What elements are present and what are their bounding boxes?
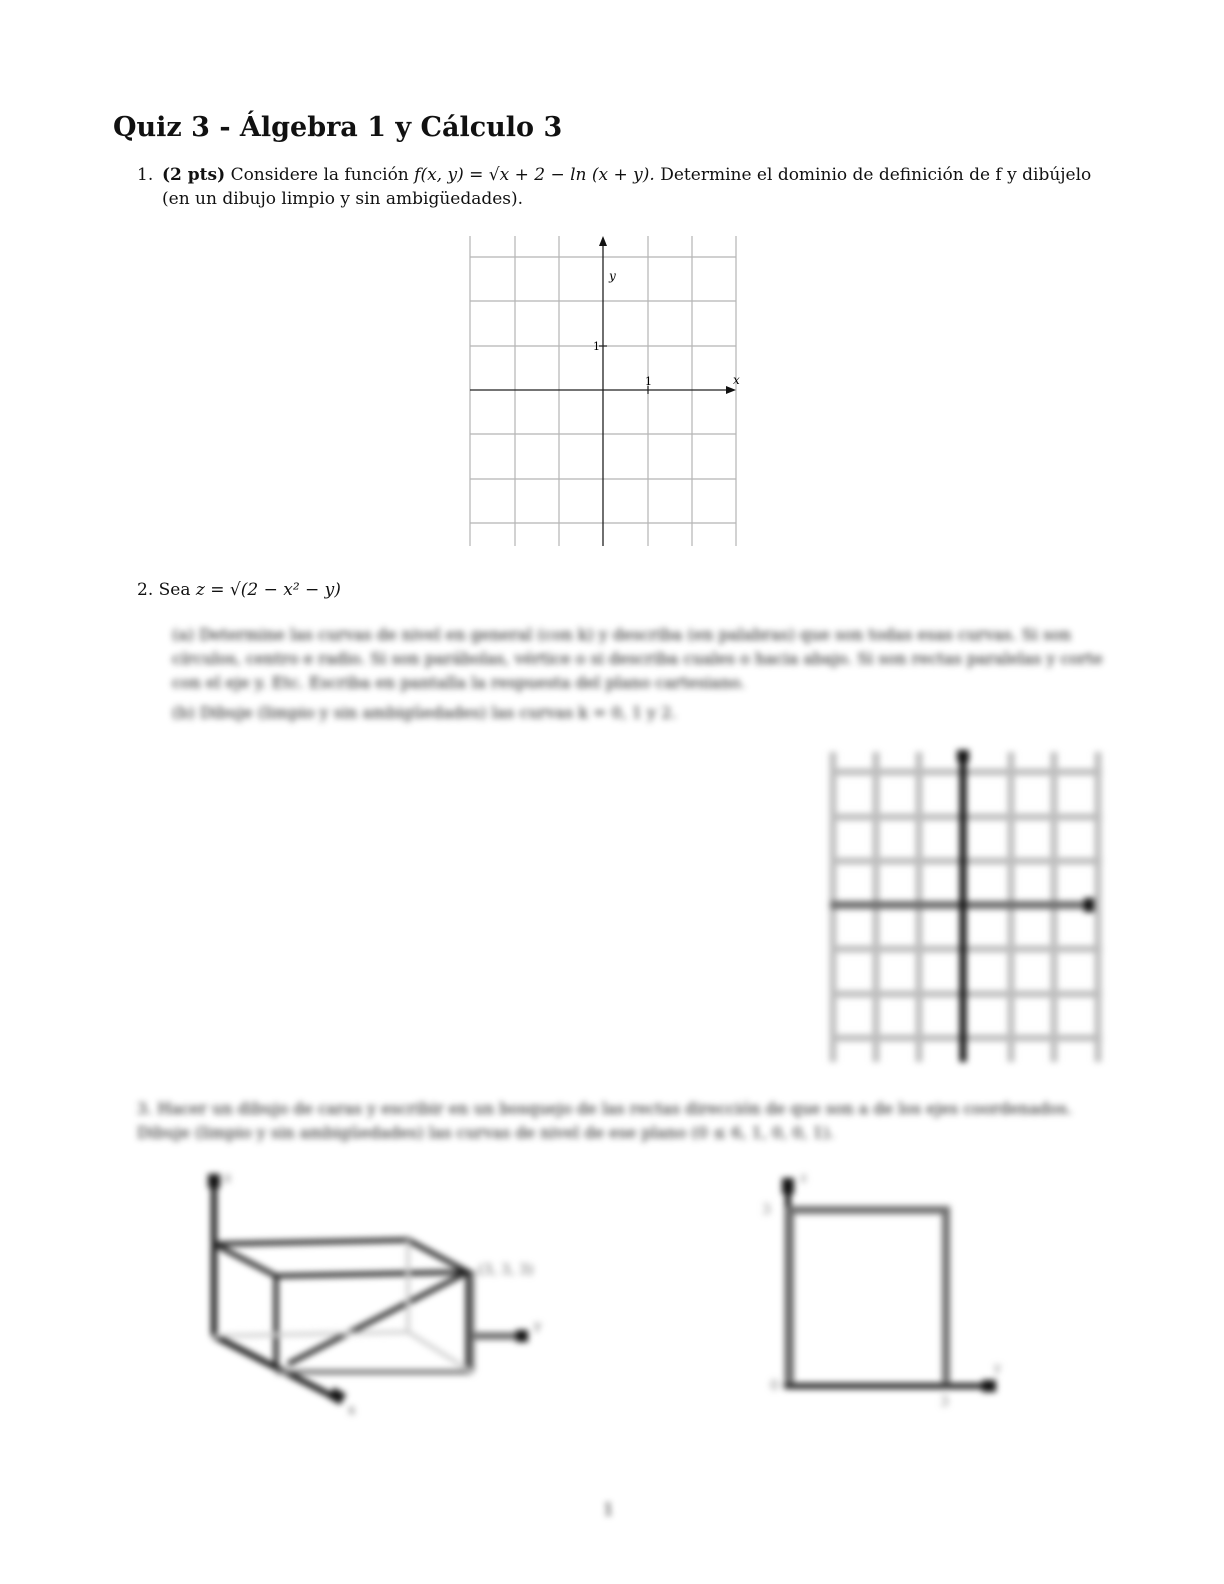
graph-2 (826, 748, 1106, 1066)
graph-1-y-arrow (599, 236, 607, 246)
box-3d-axis-x: x (348, 1403, 356, 1418)
page-number: 1 (603, 1500, 614, 1520)
question-1-intro: Considere la función (230, 165, 409, 185)
question-2b: (b) Dibuje (limpio y sin ambigüedades) las curvas k = 0, 1 y 2. (172, 703, 677, 722)
box-3d-point-label: (3, 3, 3) (478, 1262, 534, 1278)
question-2-intro: Sea (158, 580, 191, 600)
question-1-line2: (en un dibujo limpio y sin ambigüedades). (162, 189, 524, 209)
square-figure (760, 1168, 1010, 1408)
box-3d-axis-z: z (224, 1171, 231, 1186)
question-1-function: f(x, y) = √x + 2 − ln (x + y). (414, 165, 655, 185)
square-axis-z: z (800, 1171, 807, 1186)
graph-2-y-arrow (957, 750, 969, 762)
graph-1-y-label: y (609, 269, 616, 283)
graph-1-tick-y: 1 (593, 340, 600, 353)
graph-2-x-arrow (1084, 898, 1094, 912)
box-3d-figure (200, 1168, 560, 1418)
question-2-number: 2. (137, 580, 154, 600)
graph-1-x-label: x (733, 373, 740, 387)
question-2-function: z = √(2 − x² − y) (195, 580, 341, 600)
square-axis-y: y (994, 1361, 1002, 1376)
page-title: Quiz 3 - Álgebra 1 y Cálculo 3 (113, 112, 563, 143)
graph-1-tick-x: 1 (645, 375, 652, 388)
box-3d-axis-y: y (534, 1319, 542, 1334)
question-1 (137, 163, 1107, 211)
square-label-top: 3 (762, 1202, 771, 1218)
question-3 (137, 1097, 1107, 1145)
question-1-points: (2 pts) (162, 165, 226, 185)
question-3-text: Hacer un dibujo de caras y escribir en un bosquejo de las rectas dirección de que son a de los ejes coordenados. Dibuje (limpio y sin ambigüedades) las curvas de nivel de ese plano (0 ≤ 6, 1, 0, 0, 1). (137, 1099, 1073, 1142)
graph-1 (468, 232, 740, 548)
question-3-number: 3. (137, 1099, 153, 1118)
square-label-right: 3 (940, 1394, 949, 1408)
question-2 (137, 580, 341, 600)
question-1-task: Determine el dominio de definición de f y dibújelo (660, 165, 1092, 185)
graph-1-x-arrow (726, 386, 736, 394)
question-2a: (a) Determine las curvas de nivel en general (con k) y describa (en palabras) que son todas esas curvas. Si son círculos, centro e radio. Si son parábolas, vértice o si describa cuales o hacia abajo. Si son rectas paralelas y corte con el eje y. Etc. Escriba en pantalla la respuesta del plano cartesiano. (172, 625, 1103, 692)
question-1-number: 1. (137, 165, 154, 185)
square-label-origin: 0 (770, 1378, 779, 1394)
